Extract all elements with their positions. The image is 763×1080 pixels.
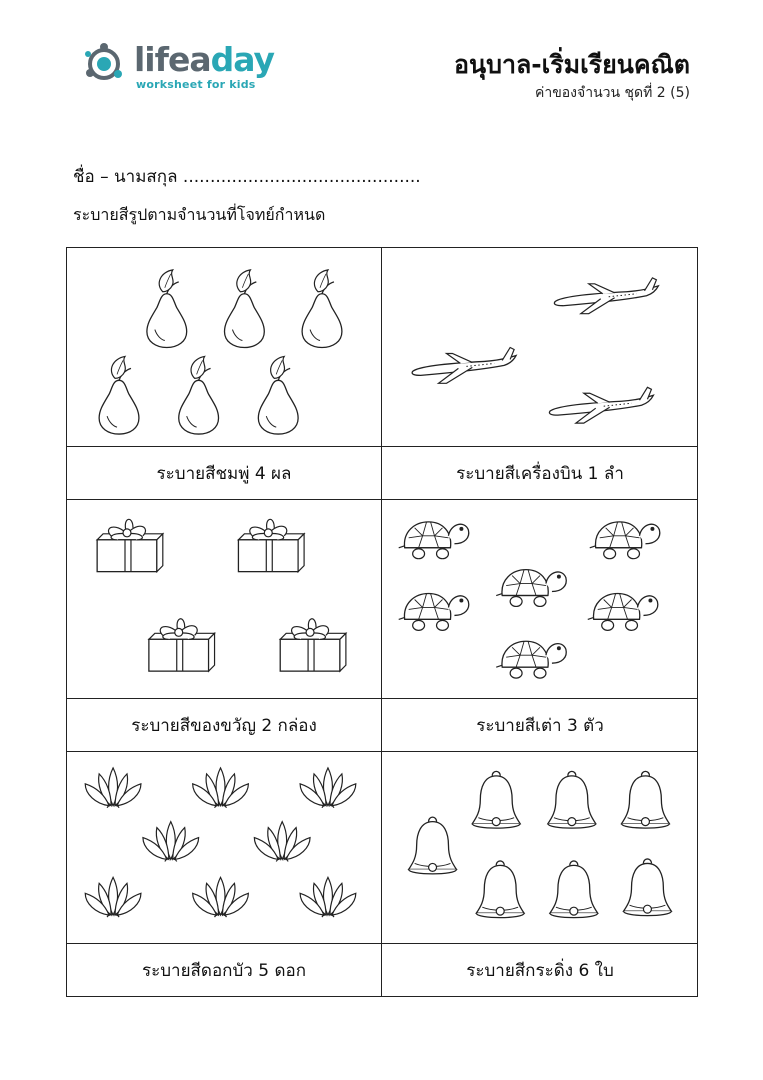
exercise-caption: ระบายสีดอกบัว 5 ดอก — [67, 944, 382, 997]
picture-panel-rose-apple — [67, 248, 382, 447]
bell-icon — [382, 752, 698, 943]
exercise-caption: ระบายสีของขวัญ 2 กล่อง — [67, 699, 382, 752]
worksheet-subtitle: ค่าของจำนวน ชุดที่ 2 (5) — [534, 85, 690, 101]
molecule-logo-icon — [82, 40, 132, 90]
picture-panel-turtle — [382, 500, 698, 699]
worksheet-header — [454, 50, 690, 104]
picture-panel-gift — [67, 500, 382, 699]
student-name-line: ชื่อ – นามสกุล ............................................ — [73, 167, 421, 187]
brand-logo — [82, 38, 282, 98]
exercise-caption: ระบายสีชมพู่ 4 ผล — [67, 447, 382, 500]
airplane-icon — [382, 248, 698, 446]
exercise-caption: ระบายสีเครื่องบิน 1 ลำ — [382, 447, 698, 500]
picture-panel-lotus — [67, 752, 382, 944]
rose-apple-icon — [67, 248, 381, 446]
turtle-icon — [382, 500, 698, 698]
picture-panel-airplane — [382, 248, 698, 447]
gift-box-icon — [67, 500, 381, 698]
brand-tagline: worksheet for kids — [136, 78, 256, 91]
instruction-text: ระบายสีรูปตามจำนวนที่โจทย์กำหนด — [73, 205, 326, 224]
worksheet-title: อนุบาล-เริ่มเรียนคณิต — [453, 50, 690, 79]
exercise-caption: ระบายสีกระดิ่ง 6 ใบ — [466, 961, 614, 981]
exercise-grid — [66, 247, 698, 997]
exercise-caption: ระบายสีเต่า 3 ตัว — [382, 699, 698, 752]
brand-name: lifeaday — [134, 40, 275, 79]
lotus-icon — [67, 752, 381, 943]
picture-panel-bell — [382, 752, 698, 944]
